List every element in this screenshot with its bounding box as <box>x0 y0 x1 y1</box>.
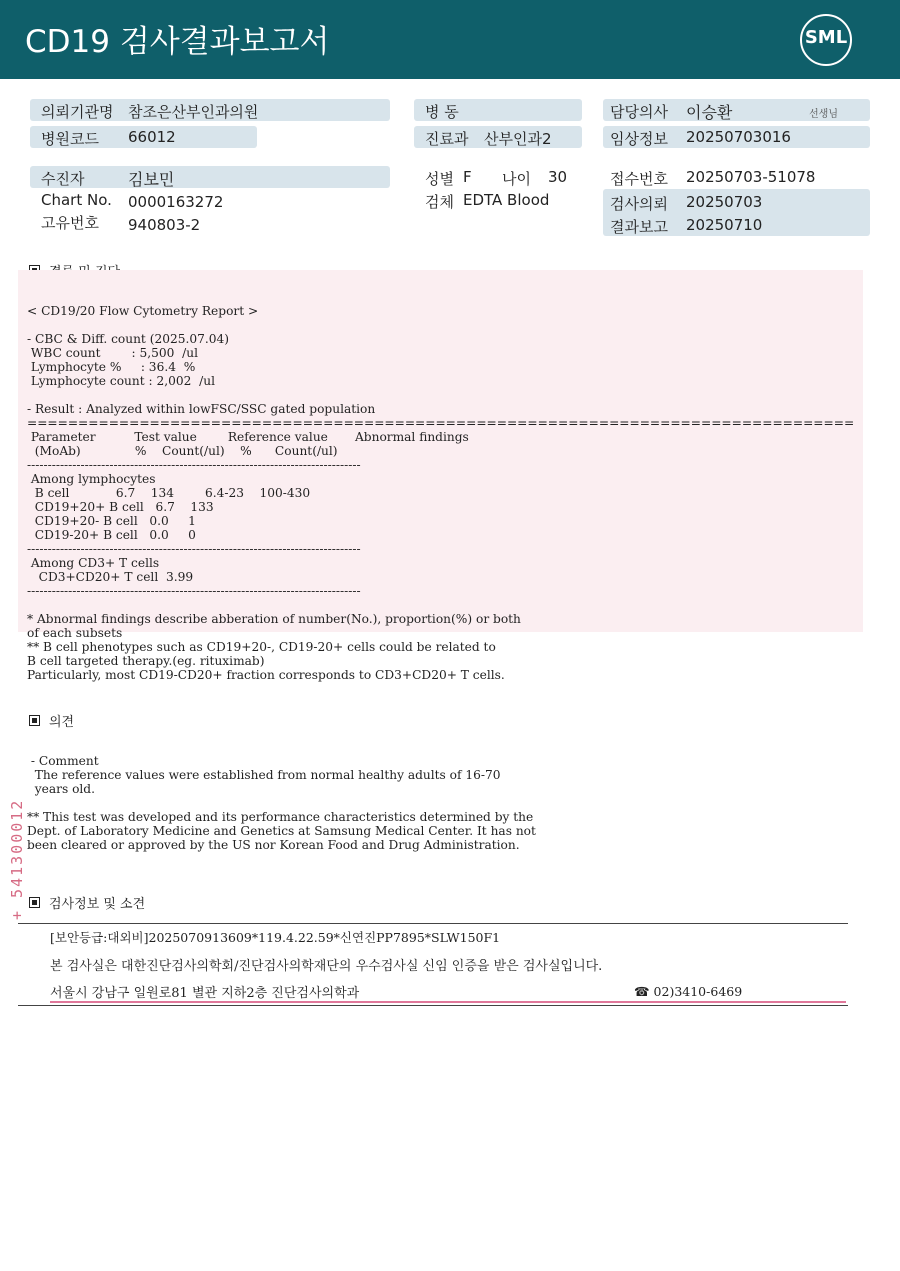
vertical-stamp: + 541300012 <box>8 798 26 920</box>
footer-bottom-rule <box>18 1005 848 1006</box>
security-line: [보안등급:대외비]2025070913609*119.4.22.59*신연진PP7895*SLW150F1 <box>50 930 501 945</box>
footer-top-rule <box>18 923 848 924</box>
report-header <box>0 0 900 79</box>
sex-value: F <box>463 168 472 186</box>
ward-label: 병 동 <box>425 103 459 121</box>
patient-value: 김보민 <box>128 170 175 189</box>
certification-line: 본 검사실은 대한진단검사의학회/진단검사의학재단의 우수검사실 신임 인증을 받은 검사실입니다. <box>50 959 603 974</box>
sex-label: 성별 <box>425 170 454 188</box>
id-value: 940803-2 <box>128 216 201 234</box>
report-value: 20250710 <box>686 216 763 234</box>
report-label: 결과보고 <box>610 218 668 236</box>
address-line: 서울시 강남구 일원로81 별관 지하2층 진단검사의학과 <box>50 986 360 1001</box>
dept-value: 산부인과2 <box>484 130 552 148</box>
hospital-code-label: 병원코드 <box>41 130 99 148</box>
hospital-code-value: 66012 <box>128 128 176 146</box>
section-test-info <box>29 893 145 912</box>
chart-value: 0000163272 <box>128 193 224 211</box>
institution-label: 의뢰기관명 <box>41 103 114 121</box>
doctor-value: 이승환 <box>686 103 733 122</box>
doctor-label: 담당의사 <box>610 103 668 121</box>
request-label: 검사의뢰 <box>610 195 668 213</box>
section-marker-icon <box>29 715 40 726</box>
clinical-value: 20250703016 <box>686 128 791 146</box>
flow-cytometry-report: < CD19/20 Flow Cytometry Report > - CBC & Diff. count (2025.07.04) WBC count : 5,500 /ul Lymphocyte % : 36.4 % Lymphocyte count : 2,002 /ul - Result : Analyzed within lowFSC/SSC gated population ================================================================================= Parameter Test value Reference value Abnormal findings (MoAb) % Count(/ul) % Count(/ul) --------------------------------------------------------------------------------- Among lymphocytes B cell 6.7 134 6.4-23 100-430 CD19+20+ B cell 6.7 133 CD19+20- B cell 0.0 1 CD19-20+ B cell 0.0 0 --------------------------------------------------------------------------------- Among CD3+ T cells CD3+CD20+ T cell 3.99 --------------------------------------------------------------------------------- * Abnormal findings describe abberation of number(No.), proportion(%) or both of each subsets ** B cell phenotypes such as CD19+20-, CD19-20+ cells could be related to B cell targeted therapy.(eg. rituximab) Particularly, most CD19-CD20+ fraction corresponds to CD3+CD20+ T cells. <box>27 304 855 682</box>
patient-label: 수진자 <box>41 170 85 188</box>
doctor-suffix: 선생님 <box>809 109 838 120</box>
section-opinion <box>29 711 74 730</box>
sml-logo-icon <box>800 14 852 66</box>
receipt-value: 20250703-51078 <box>686 168 816 186</box>
footer-accent-rule <box>50 1001 846 1003</box>
request-value: 20250703 <box>686 193 763 211</box>
chart-label: Chart No. <box>41 191 112 209</box>
age-label: 나이 <box>502 170 531 188</box>
section-test-info-title: 검사정보 및 소견 <box>49 897 146 912</box>
id-label: 고유번호 <box>41 214 99 232</box>
section-marker-icon <box>29 897 40 908</box>
receipt-label: 접수번호 <box>610 170 668 188</box>
logo-text: SML <box>804 27 848 48</box>
age-value: 30 <box>548 168 568 186</box>
specimen-label: 검체 <box>425 193 454 211</box>
phone-number: ☎ 02)3410-6469 <box>634 984 743 999</box>
dept-label: 진료과 <box>425 130 469 148</box>
report-title: CD19 검사결과보고서 <box>25 24 330 60</box>
institution-value: 참조은산부인과의원 <box>128 103 259 121</box>
comment-text: - Comment The reference values were established from normal healthy adults of 16-70 years old. ** This test was developed and its performance characteristics determined by the Dept. of Laboratory Medicine and Genetics at Samsung Medical Center. It has not been cleared or approved by the US nor Korean Food and Drug Administration. <box>27 754 536 852</box>
clinical-label: 임상정보 <box>610 130 668 148</box>
specimen-value: EDTA Blood <box>463 191 550 209</box>
section-opinion-title: 의견 <box>49 715 75 730</box>
